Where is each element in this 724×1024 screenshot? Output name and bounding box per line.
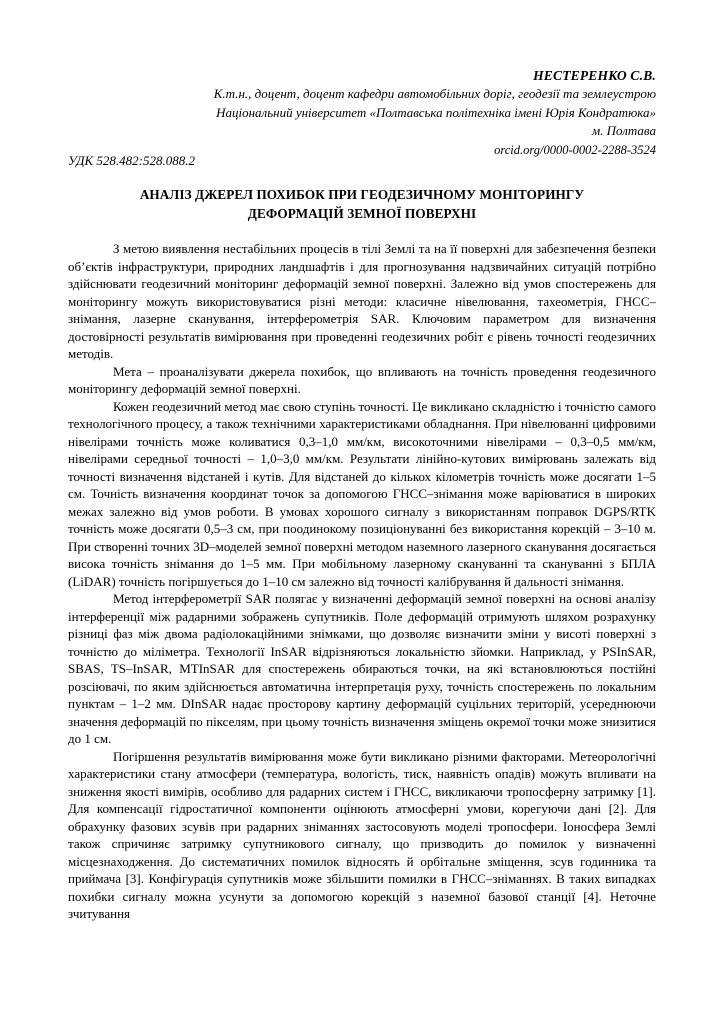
body-paragraph: З метою виявлення нестабільних процесів в тілі Землі та на її поверхні для забезпечення безпеки об’єктів інфраструктури, природних ландшафтів і для прогнозування надзвичайних ситуацій потрібно здійснювати геодезичний моніторинг деформацій земної поверхні. Залежно від умов спостережень для моніторингу можуть використовуватися різні методи: класичне нівелювання, тахеометрія, ГНСС–знімання, лазерне сканування, інтерферометрія SAR. Ключовим параметром для визначення достовірності результатів вимірювання при проведенні геодезичних робіт є рівень точності геодезичних методів. [68,241,656,361]
body-paragraph: Метод інтерферометрії SAR полягає у визначенні деформацій земної поверхні на основі аналізу інтерференції між радарними зображень супутників. Поле деформацій отримують шляхом розрахунку різниці фаз між двома радіолокаційними знімками, що дозволяє визначити зміни у висоті поверхні з точністю до міліметра. Технології InSAR відрізняються локальністю зйомки. Наприклад, у PSInSAR, SBAS, TS–InSAR, MTInSAR для спостережень обираються точки, на які встановлюються постійні розсіювачі, по яким здійснюється автоматична інтерпретація руху, точність спостережень по локальним пунктам – 1–2 мм. DInSAR надає просторову картину деформацій суцільних територій, усереднюючи значення деформацій по пікселям, при цьому точність визначення зміщень окремої точки може знизитися до 1 см. [68,591,656,746]
article-body [68,240,656,923]
body-paragraph: Погіршення результатів вимірювання може бути викликано різними факторами. Метеорологічні характеристики стану атмосфери (температура, вологість, тиск, наявність опадів) можуть впливати на зниження якості вимірів, особливо для радарних систем і ГНСС, викликаючи тропосферну затримку [1]. Для компенсації гідростатичної компоненти оцінюють атмосферні умови, корегуючи дані [2]. Для обрахунку фазових зсувів при радарних зніманнях застосовують моделі тропосфери. Іоносфера Землі також спричиняє затримку супутникового сигналу, що призводить до помилок у визначенні місцезнаходження. До систематичних помилок відносять й орбітальне зміщення, зсув годинника та приймача [3]. Конфігурація супутників може збільшити помилки в ГНСС–зніманнях. В таких випадках похибки сигналу можна усунути за допомогою корекцій з наземної базової станції [4]. Неточне зчитування [68,748,656,921]
page-title [68,186,656,223]
udk-code: УДК 528.482:528.088.2 [68,153,195,168]
body-paragraph: Мета – проаналізувати джерела похибок, що впливають на точність проведення геодезичного моніторингу деформацій земної поверхні. [68,363,656,396]
page-title-line-1: АНАЛІЗ ДЖЕРЕЛ ПОХИБОК ПРИ ГЕОДЕЗИЧНОМУ МОНІТОРИНГУ [139,187,585,202]
author-name: НЕСТЕРЕНКО С.В. [533,68,656,83]
author-position: К.т.н., доцент, доцент кафедри автомобільних доріг, геодезії та землеустрою [213,86,656,101]
article-header [68,66,656,159]
body-paragraph: Кожен геодезичний метод має свою ступінь точності. Це викликано складністю і точністю самого технологічного процесу, а також технічними характеристиками обладнання. При нівелюванні цифровими нівелірами точність може коливатися 0,3–1,0 мм/км, високоточними нівелірами – 0,3–0,5 мм/км, нівелірами середньої точності – 1,0–3,0 мм/км. Результати лінійно-кутових вимірювань залежать від точності визначення відстаней і кутів. Для відстаней до кількох кілометрів точність може досягати 1–5 см. Точність визначення координат точок за допомогою ГНСС–знімання може варіюватися в широких межах залежно від умов роботи. В умовах хорошого сигналу з використанням поправок DGPS/RTK точність може досягати 0,5–3 см, при поодинокому позиціонуванні без використання корекцій – 3–10 м. При створенні точних 3D–моделей земної поверхні методом наземного лазерного сканування досягається висока точність знімання до 1–5 мм. При мобільному лазерному скануванні та скануванні з БПЛА (LiDAR) точність погіршується до 1–10 см залежно від точності калібрування й дальності знімання. [68,398,656,589]
author-orcid: orcid.org/0000-0002-2288-3524 [494,142,656,157]
author-institution: Національний університет «Полтавська політехніка імені Юрія Кондратюка» [216,104,656,120]
author-city: м. Полтава [591,123,656,138]
page-title-line-2: ДЕФОРМАЦІЙ ЗЕМНОЇ ПОВЕРХНІ [247,205,477,221]
